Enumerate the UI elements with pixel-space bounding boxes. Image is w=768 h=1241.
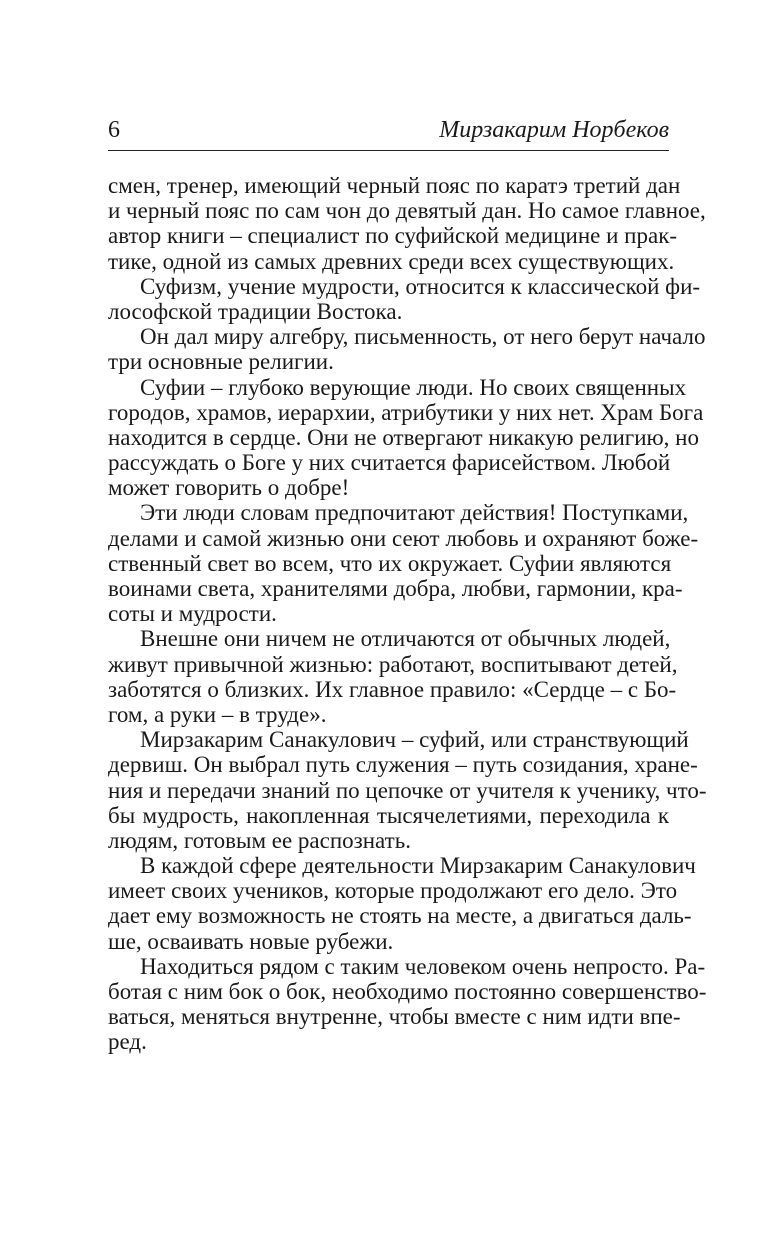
text-line: бы мудрость, накопленная тысячелетиями, переходила к <box>108 802 669 828</box>
text-line: дервиш. Он выбрал путь служения – путь созидания, хране- <box>108 752 698 778</box>
text-line: рассуждать о Боге у них считается фарисейством. Любой <box>108 450 671 476</box>
text-line: людям, готовым ее распознать. <box>108 827 411 853</box>
text-line: и черный пояс по сам чон до девятый дан. Но самое главное, <box>108 198 706 224</box>
text-line: Суфии – глубоко верующие люди. Но своих священных <box>140 374 687 400</box>
text-line: может говорить о добре! <box>108 475 350 501</box>
text-line: живут привычной жизнью: работают, воспитывают детей, <box>108 651 678 677</box>
paragraph <box>108 324 706 375</box>
text-line: Суфизм, учение мудрости, относится к классической фи- <box>140 273 701 299</box>
text-line: Внешне они ничем не отличаются от обычных людей, <box>140 626 671 652</box>
paragraph <box>108 374 704 501</box>
text-line: ваться, меняться внутренне, чтобы вместе с ним идти впе- <box>108 1004 681 1030</box>
text-line: автор книги – специалист по суфийской медицине и прак- <box>108 223 678 249</box>
text-line: В каждой сфере деятельности Мирзакарим Санакулович <box>140 853 696 879</box>
paragraph <box>108 173 706 274</box>
paragraph <box>108 500 699 627</box>
paragraph <box>108 626 678 727</box>
text-line: ботая с ним бок о бок, необходимо постоянно совершенство- <box>108 979 707 1004</box>
text-line: соты и мудрости. <box>108 601 277 627</box>
body-text <box>108 173 707 1055</box>
text-line: лософской традиции Востока. <box>108 298 403 324</box>
running-header <box>108 112 669 151</box>
text-line: имеет своих учеников, которые продолжают его дело. Это <box>108 878 678 904</box>
text-line: Эти люди словам предпочитают действия! Поступками, <box>140 500 689 526</box>
text-line: находится в сердце. Они не отвергают никакую религию, но <box>108 424 699 450</box>
paragraph <box>108 853 696 954</box>
text-line: смен, тренер, имеющий черный пояс по каратэ третий дан <box>108 173 681 198</box>
text-line: заботятся о близких. Их главное правило: «Сердце – с Бо- <box>108 676 677 702</box>
text-line: три основные религии. <box>108 349 334 375</box>
text-line: делами и самой жизнью они сеют любовь и охраняют боже- <box>108 525 699 551</box>
text-line: Находиться рядом с таким человеком очень непросто. Ра- <box>140 953 706 979</box>
text-line: ред. <box>108 1029 147 1055</box>
text-line: тике, одной из самых древних среди всех существующих. <box>108 248 675 274</box>
text-line: гом, а руки – в труде». <box>108 701 327 727</box>
text-line: дает ему возможность не стоять на месте, а двигаться даль- <box>108 903 692 929</box>
text-line: Мирзакарим Санакулович – суфий, или странствующий <box>140 727 689 753</box>
page-number: 6 <box>108 117 120 143</box>
paragraph <box>108 727 707 853</box>
paragraph <box>108 953 707 1055</box>
text-line: Он дал миру алгебру, письменность, от него берут начало <box>140 324 706 350</box>
paragraph <box>108 273 701 324</box>
text-line: воинами света, хранителями добра, любви, гармонии, кра- <box>108 576 683 601</box>
text-line: ше, осваивать новые рубежи. <box>108 928 394 954</box>
text-line: ственный свет во всем, что их окружает. Суфии являются <box>108 550 672 576</box>
text-line: ния и передачи знаний по цепочке от учителя к ученику, что- <box>108 777 707 803</box>
text-line: городов, храмов, иерархии, атрибутики у них нет. Храм Бога <box>108 399 704 425</box>
running-header-author: Мирзакарим Норбеков <box>439 117 669 143</box>
